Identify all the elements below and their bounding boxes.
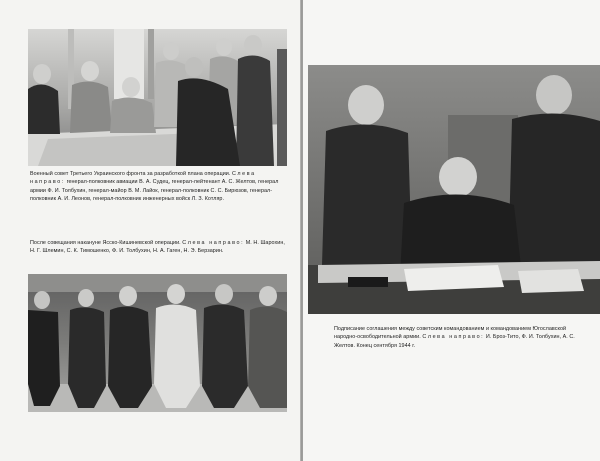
caption-direction-label: Слева направо: [422, 334, 485, 341]
caption-military-council [30, 170, 286, 204]
right-page [303, 0, 600, 461]
caption-direction-label: Слева направо: [30, 171, 256, 186]
photo-military-council [28, 29, 287, 166]
caption-signing-agreement [334, 325, 577, 350]
caption-prefix: После совещания накануне Ясско-Кишиневской операции. [30, 240, 181, 246]
caption-after-meeting [30, 239, 286, 256]
photo-generals-group [28, 274, 287, 412]
caption-names: И. Броз-Тито, Ф. И. Толбухин, А. С. Желтов. Конец сентября 1944 г. [334, 334, 575, 349]
caption-direction-label: Слева направо: [182, 240, 245, 246]
caption-prefix: Военный совет Третьего Украинского фронта за разработкой плана операции. [30, 171, 231, 177]
caption-names: генерал-полковник авиации В. А. Судец, генерал-лейтенант А. С. Желтов, генерал армии Ф. И. Толбухин, генерал-майор В. М. Лайок, генерал-полковник С. С. Бирюзов, генерал-полковник А. И. Леонов, генерал-полковник инженерных войск Л. З. Котляр. [30, 179, 279, 203]
caption-prefix: Подписание соглашения между советским командованием и командованием Югославской народно-освободительной армии. [334, 326, 567, 341]
caption-names: М. Н. Шарохин, Н. Г. Шлемин, С. К. Тимошенко, Ф. И. Толбухин, Н. А. Гаген, Н. Э. Берзарин. [30, 240, 285, 255]
photo-signing-agreement [308, 65, 600, 314]
